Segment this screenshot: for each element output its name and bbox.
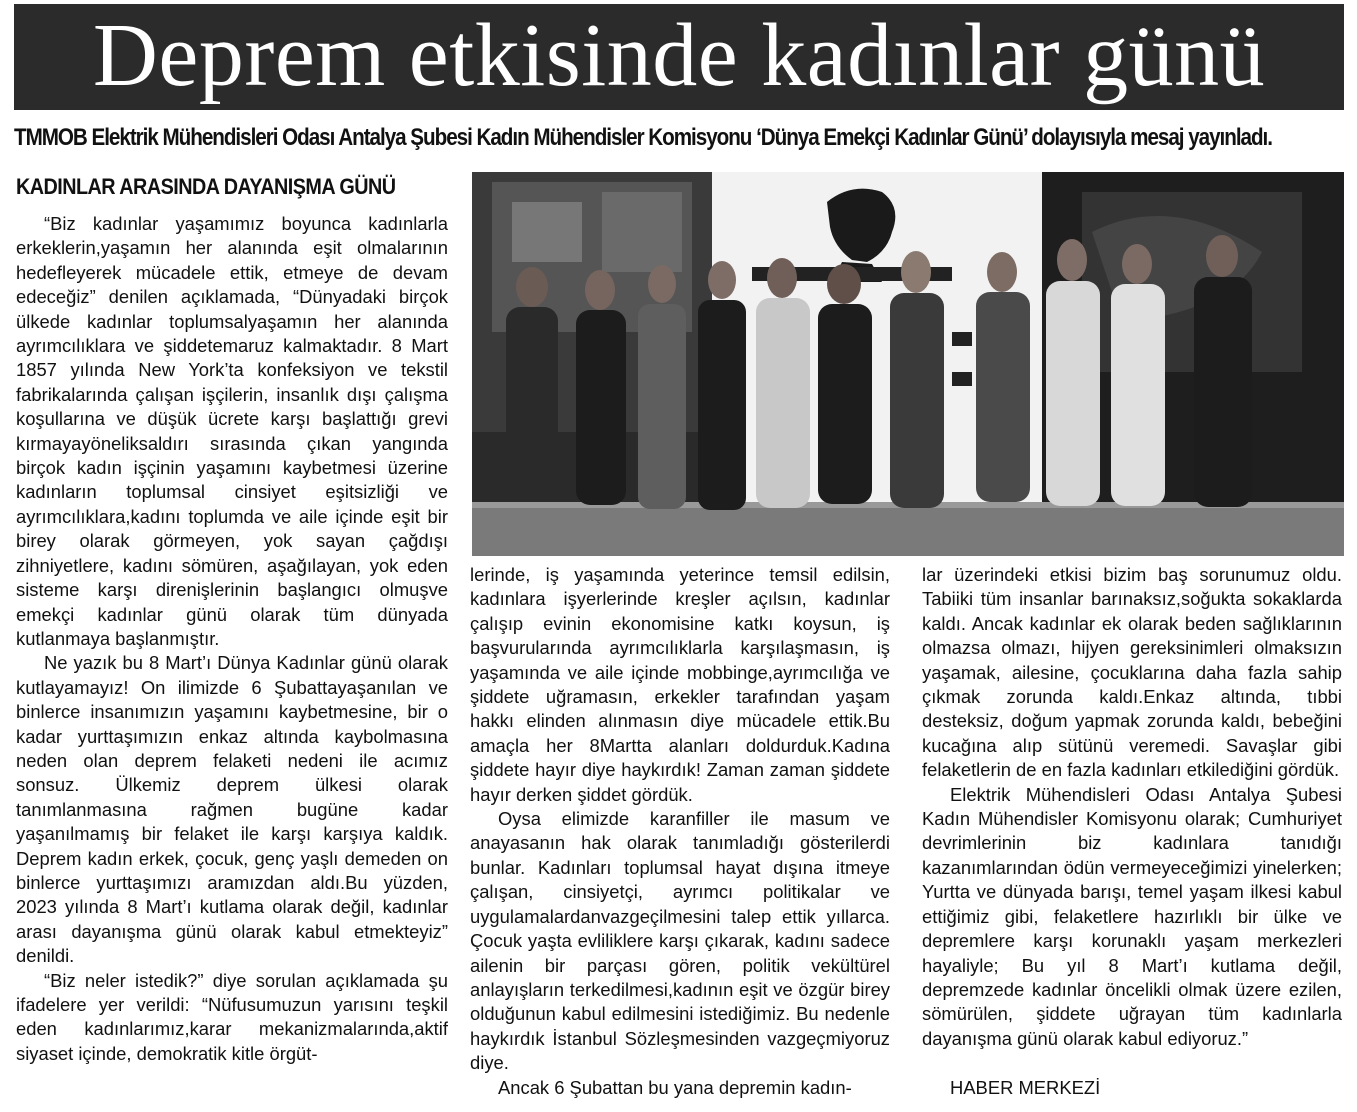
article-column-1 [16, 212, 448, 1066]
byline: HABER MERKEZİ [950, 1077, 1101, 1098]
headline-bar [14, 4, 1344, 110]
article-column-2 [470, 563, 890, 1100]
article-column-3 [922, 563, 1342, 1051]
paragraph: lar üzerindeki etkisi bizim baş sorunumuz oldu. Tabiiki tüm insanlar barınaksız,soğukta sokaklarda kaldı. Ancak kadınlar ek olarak beden sağlıklarının olmazsa olmazı, hijyen gereksinimleri olmaksızın yaşamak, ailesine, çocuklarına daha fazla sahip çıkmak zorunda kaldı.Enkaz altında, tıbbi desteksiz, doğum yapmak zorunda kaldı, bebeğini kucağına alıp sütünü veremedi. Savaşlar gibi felaketlerin de en fazla kadınları etkilediğini gördük. [922, 564, 1342, 781]
paragraph: “Biz neler istedik?” diye sorulan açıklamada şu ifadelere yer verildi: “Nüfusumuzun yarısını teşkil eden kadınlarımız,karar mekanizmalarında,aktif siyaset içinde, demokratik kitle örgüt- [16, 969, 448, 1064]
group-photo [472, 172, 1344, 556]
paragraph: Ne yazık bu 8 Mart’ı Dünya Kadınlar günü olarak kutlayamayız! On ilimizde 6 Şubattayaşanılan ve binlerce insanımızın yaşamını kaybetmesine, bir o kadar yurttaşımızın enkaz altında kaybolmasına neden olan deprem felaketi nedeni ile acımız sonsuz. Ülkemiz deprem ülkesi olarak tanımlanmasına rağmen bugüne kadar yaşanılmamış bir felaket ile karşı karşıya kaldık. Deprem kadın erkek, çocuk, genç yaşlı demeden on binlerce yurttaşımızı aramızdan aldı.Bu yüzden, 2023 yılında 8 Mart’ı kutlama olarak değil, kadınlar arası dayanışma günü olarak kabul etmekteyiz” denildi. [16, 652, 448, 967]
paragraph: Elektrik Mühendisleri Odası Antalya Şubesi Kadın Mühendisler Komisyonu olarak; Cumhuriyet devrimlerinin biz kadınlara tanıdığı kazanımlarından ödün vermeyeceğimizi yinelerken; Yurtta ve dünyada barışı, temel yaşam ilkesi kabul ettiğimiz gibi, felaketlere hazırlıklı bir ülke ve depremlere karşı korunaklı yaşam merkezleri hayaliyle; Bu yıl 8 Mart’ı kutlama değil, depremzede kadınlar öncelikli olmak üzere ezilen, sömürülen, şiddete uğrayan tüm kadınlarla dayanışma günü olarak kabul ediyoruz.” [922, 783, 1342, 1049]
section-heading: KADINLAR ARASINDA DAYANIŞMA GÜNÜ [16, 174, 396, 199]
subheadline: TMMOB Elektrik Mühendisleri Odası Antalya Şubesi Kadın Mühendisler Komisyonu ‘Dünya Emekçi Kadınlar Günü’ dolayısıyla mesaj yayınladı. [14, 124, 1272, 151]
paragraph: “Biz kadınlar yaşamımız boyunca kadınlarla erkeklerin,yaşamın her alanında eşit olmalarının hedefleyerek mücadele ettik, etmeye de devam edeceğiz” denilen açıklamada, “Dünyadaki birçok ülkede kadınlar toplumsalyaşamın her alanında ayrımcılıklara ve şiddetemaruz kalmaktadır. 8 Mart 1857 yılında New York’ta konfeksiyon ve tekstil fabrikalarında çalışan işçilerin, insanlık dışı çalışma koşullarına ve düşük ücrete karşı başlattığı grevi kırmayayöneliksaldırı sırasında çıkan yangında birçok kadın işçinin yaşamını kaybetmesi üzerine kadınların toplumsal cinsiyet eşitsizliği ve ayrımcılıklara,kadını toplumda ve aile içinde eşit bir birey olarak görmeyen, yok sayan çağdışı zihniyetlere, kadını sömüren, aşağılayan, yok eden sisteme karşı direnişlerinin başlangıcı olmuşve emekçi kadınlar günü olarak tüm dünyada kutlanmaya başlanmıştır. [16, 213, 448, 649]
paragraph: lerinde, iş yaşamında yeterince temsil edilsin, kadınlara işyerlerinde kreşler açılsın, kadınlar çalışıp evinin ekonomisine katkı koysun, iş başvurularında ayrımcılıklarla karşılaşmasın, iş yaşamında ve aile içinde mobbinge,ayrımcılığa ve şiddete uğramasın, erkekler tarafından yaşam hakkı elinden alınmasın diye mücadele ettik.Bu amaçla her 8Martta alanları doldurduk.Kadına şiddete hayır diye haykırdık! Zaman zaman şiddete hayır derken şiddet gördük. [470, 564, 890, 805]
paragraph: Oysa elimizde karanfiller ile masum ve anayasanın hak olarak tanımladığı gösterilerdi bunlar. Kadınları toplumsal hayat dışına itmeye çalışan, cinsiyetçi, ayrımcı politikalar ve uygulamalardanvazgeçilmesini talep ettik yıllarca. Çocuk yaşta evliliklere karşı çıkarak, kadını sadece ailenin bir parçası gören, politik vekültürel anlayışların terkedilmesi,kadının eşit ve özgür birey olduğunun kabul edilmesini istediğimiz. Bu nedenle haykırdık İstanbul Sözleşmesinden vazgeçmiyoruz diye. [470, 808, 890, 1074]
paragraph: Ancak 6 Şubattan bu yana depremin kadın- [498, 1076, 852, 1098]
headline: Deprem etkisinde kadınlar günü [92, 6, 1266, 105]
